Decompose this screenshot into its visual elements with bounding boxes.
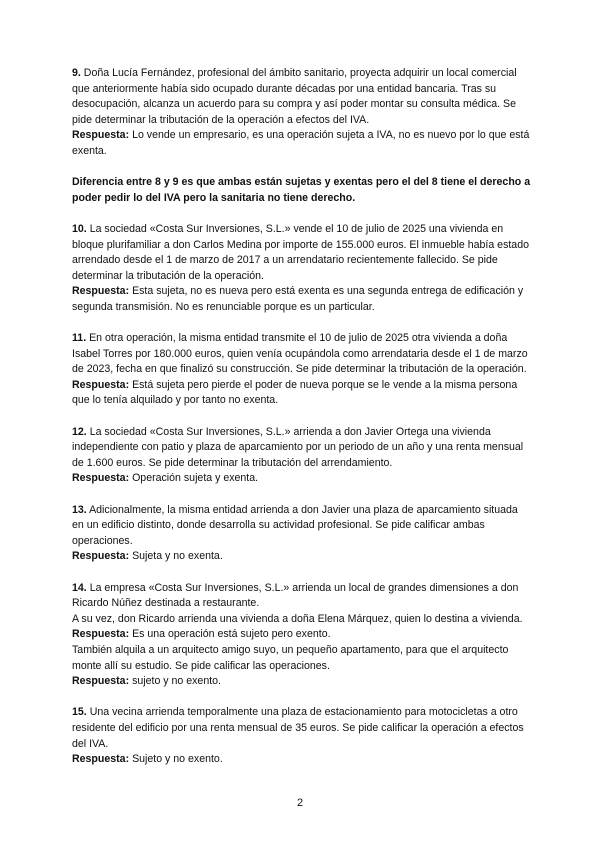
exercise-question: 15. Una vecina arrienda temporalmente una plaza de estacionamiento para motocicletas a otro residente del edificio por una renta mensual de 35 euros. Se pide calificar la operación a efectos del IVA. — [72, 706, 524, 750]
exercise-10 — [72, 222, 532, 316]
exercise-14 — [72, 581, 532, 690]
exercise-11 — [72, 331, 532, 409]
exercise-number: 9. — [72, 67, 81, 79]
exercise-answer: Respuesta: sujeto y no exento. — [72, 675, 221, 688]
exercise-15 — [72, 705, 532, 767]
exercise-question: 13. Adicionalmente, la misma entidad arrienda a don Javier una plaza de aparcamiento situada en un edificio distinto, donde desarrolla su actividad profesional. Se pide calificar ambas operaciones. — [72, 503, 518, 547]
answer-label: Respuesta: — [72, 550, 130, 563]
exercise-answer: Respuesta: Sujeta y no exenta. — [72, 550, 223, 563]
answer-label: Respuesta: — [72, 675, 130, 688]
exercise-number: 15. — [72, 706, 87, 719]
exercise-answer: Respuesta: Operación sujeta y exenta. — [72, 472, 259, 485]
exercise-number: 10. — [72, 222, 87, 235]
exercise-question-continued: También alquila a un arquitecto amigo suyo, un pequeño apartamento, para que el arquitecto monte allí su estudio. Se pide calificar las operaciones. — [72, 643, 509, 672]
exercise-answer: Respuesta: Está sujeta pero pierde el poder de nueva porque se le vende a la misma persona que lo tenía alquilado y por tanto no exenta. — [72, 378, 518, 407]
exercise-number: 14. — [72, 581, 87, 594]
answer-label: Respuesta: — [72, 628, 130, 641]
exercise-12 — [72, 425, 532, 487]
answer-label: Respuesta: — [72, 472, 130, 485]
exercise-number: 12. — [72, 425, 87, 438]
exercise-9 — [72, 66, 532, 160]
exercise-question: 11. En otra operación, la misma entidad transmite el 10 de julio de 2025 otra vivienda a doña Isabel Torres por 180.000 euros, quien venía ocupándola como arrendataria desde el 1 de marzo de 2023, fecha en que finalizó su construcción. Se pide determinar la tributación de la operación. — [72, 332, 528, 376]
exercise-question-continued: A su vez, don Ricardo arrienda una vivienda a doña Elena Márquez, quien lo destina a vivienda. — [72, 612, 523, 625]
exercise-question: 12. La sociedad «Costa Sur Inversiones, S.L.» arrienda a don Javier Ortega una vivienda independiente con patio y plaza de aparcamiento por un periodo de un año y una renta mensual de 1.600 euros. Se pide determinar la tributación del arrendamiento. — [72, 425, 524, 469]
exercise-13 — [72, 503, 532, 565]
exercise-answer: Respuesta: Es una operación está sujeto pero exento. — [72, 628, 331, 641]
answer-label: Respuesta: — [72, 753, 130, 766]
answer-label: Respuesta: — [72, 129, 130, 142]
exercise-answer: Respuesta: Sujeto y no exento. — [72, 753, 223, 766]
exercise-question: 10. La sociedad «Costa Sur Inversiones, S.L.» vende el 10 de julio de 2025 una vivienda en bloque plurifamiliar a don Carlos Medina por importe de 155.000 euros. El inmueble había estado arrendado desde el 1 de marzo de 2017 a un arrendatario recientemente fallecido. Se pide determinar la tributación de la operación. — [72, 222, 529, 282]
exercise-number: 11. — [72, 332, 87, 345]
note-paragraph: Diferencia entre 8 y 9 es que ambas están sujetas y exentas pero el del 8 tiene el derecho a poder pedir lo del IVA pero la sanitaria no tiene derecho. — [72, 176, 531, 204]
answer-label: Respuesta: — [72, 285, 130, 298]
exercise-question: 14. La empresa «Costa Sur Inversiones, S.L.» arrienda un local de grandes dimensiones a don Ricardo Núñez destinada a restaurante. — [72, 581, 519, 610]
page-number: 2 — [296, 797, 304, 809]
exercise-question: 9. Doña Lucía Fernández, profesional del ámbito sanitario, proyecta adquirir un local comercial que anteriormente había sido ocupado durante décadas por una entidad bancaria. Tras su desocupación, alcanza un acuerdo para su compra y así poder montar su consulta médica. Se pide determinar la tributación de la operación a efectos del IVA. — [72, 67, 517, 126]
exercise-answer: Respuesta: Lo vende un empresario, es una operación sujeta a IVA, no es nuevo por lo que está exenta. — [72, 129, 530, 157]
answer-label: Respuesta: — [72, 378, 130, 391]
document-body — [72, 66, 532, 783]
exercise-number: 13. — [72, 503, 87, 516]
exercise-answer: Respuesta: Esta sujeta, no es nueva pero está exenta es una segunda entrega de edificación y segunda transmisión. No es renunciable porque es un particular. — [72, 285, 524, 313]
